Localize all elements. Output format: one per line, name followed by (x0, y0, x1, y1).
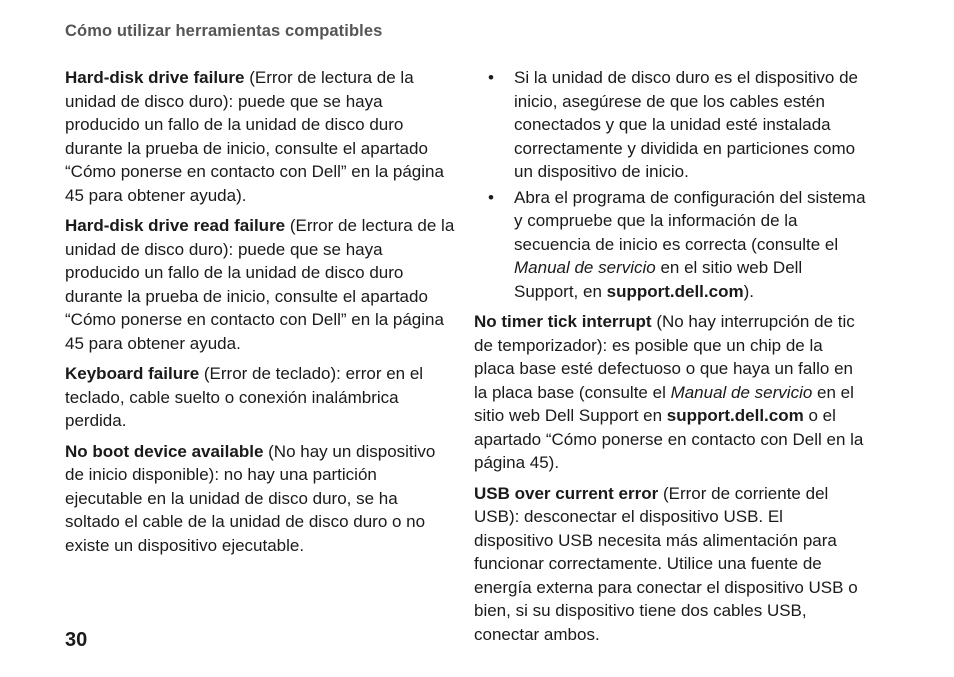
entry-text: (Error de lectura de la unidad de disco duro): puede que se haya producido un fallo de la unidad de disco duro durante la prueba de inicio, consulte el apartado “Cómo ponerse en contacto con Dell” en la página 45 para obtener ayuda. (65, 216, 455, 353)
entry-term: Hard-disk drive failure (65, 68, 245, 87)
support-link[interactable]: support.dell.com (606, 281, 744, 301)
running-header: Cómo utilizar herramientas compatibles (65, 22, 383, 40)
entry-hdd-failure (65, 66, 457, 207)
list-item (488, 66, 866, 184)
entry-term: Hard-disk drive read failure (65, 216, 286, 235)
entry-text: (Error de teclado): error en el teclado, cable suelto o conexión inalámbrica perdida. (65, 364, 424, 430)
bullet-icon: • (488, 187, 494, 207)
entry-text: en el sitio web Dell Support en (474, 382, 854, 425)
entry-term: No timer tick interrupt (474, 312, 652, 331)
entry-text: (Error de corriente del USB): desconectar el dispositivo USB. El dispositivo USB necesita más alimentación para funcionar correctamente. Utilice una fuente de energía externa para conectar el dispositivo USB o bien, si su dispositivo tiene dos cables USB, conectar ambos. (474, 483, 858, 644)
entry-text: (No hay un dispositivo de inicio disponible): no hay una partición ejecutable en la unidad de disco duro, se ha soltado el cable de la unidad de disco duro o no existe un dispositivo ejecutable. (65, 441, 436, 555)
list-item (488, 186, 866, 304)
entry-text: o el apartado “Cómo ponerse en contacto con Dell en la página 45). (474, 406, 864, 472)
entry-hdd-read-failure (65, 214, 457, 355)
bullet-list (474, 66, 866, 303)
entry-term: No boot device available (65, 441, 264, 461)
page-number: 30 (65, 629, 88, 651)
entry-text: (Error de lectura de la unidad de disco duro): puede que se haya producido un fallo de la unidad de disco duro durante la prueba de inicio, consulte el apartado “Cómo ponerse en contacto con Dell” en la página 45 para obtener ayuda). (65, 68, 444, 205)
entry-term: Keyboard failure (65, 364, 200, 383)
entry-term: USB over current error (474, 483, 659, 503)
bullet-text: en el sitio web Dell Support, en (514, 258, 803, 301)
entry-no-timer-tick (474, 310, 866, 475)
entry-keyboard-failure (65, 362, 457, 433)
bullet-text: Abra el programa de configuración del sistema y compruebe que la información de la secuencia de inicio es correcta (consulte el (514, 187, 866, 254)
manual-reference: Manual de servicio (514, 258, 656, 277)
manual-reference: Manual de servicio (670, 382, 813, 402)
bullet-text: ). (743, 281, 754, 301)
bullet-text: Si la unidad de disco duro es el dispositivo de inicio, asegúrese de que los cables estén conectados y que la unidad esté instalada correctamente y dividida en particiones como un dispositivo de inicio. (514, 68, 858, 181)
left-column (65, 66, 457, 564)
entry-no-boot-device (65, 440, 457, 558)
right-column (474, 66, 866, 653)
support-link[interactable]: support.dell.com (666, 406, 804, 425)
entry-text: (No hay interrupción de tic de temporizador): es posible que un chip de la placa base esté defectuoso o que haya un fallo en la placa base (consulte el (474, 312, 855, 402)
entry-usb-over-current (474, 482, 866, 647)
bullet-icon: • (488, 68, 494, 87)
